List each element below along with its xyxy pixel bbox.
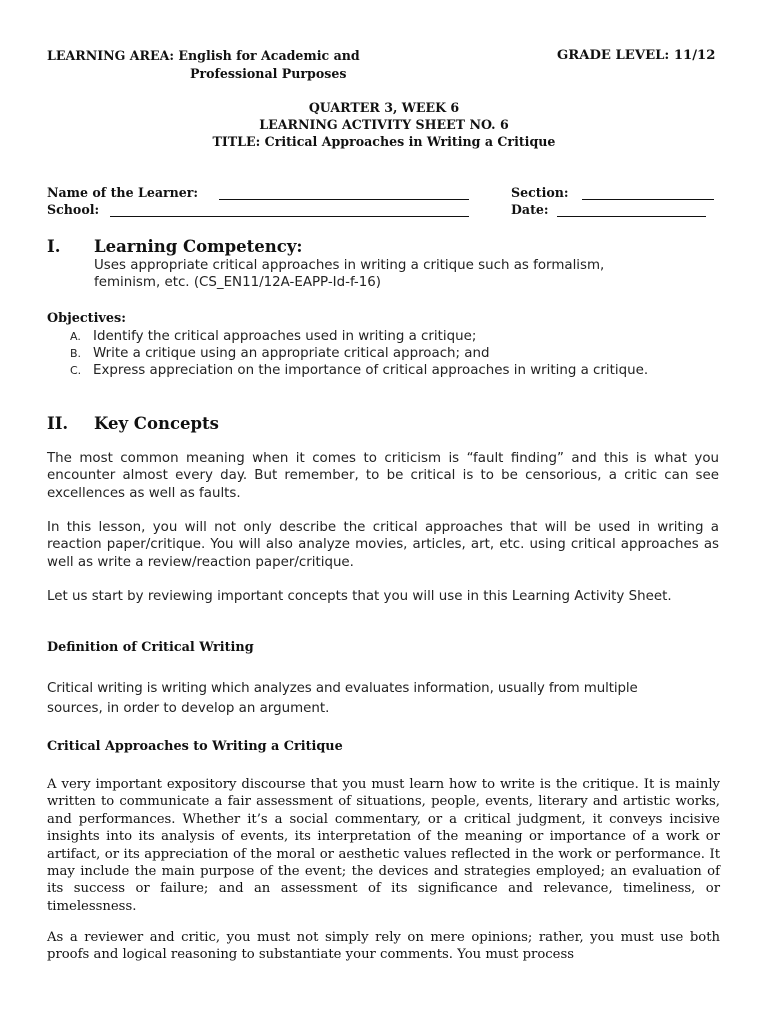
learning-area [47,47,360,65]
learning-area-value: English for Academic and [178,48,360,63]
section-2-number: II. [47,414,69,433]
competency-line-1: Uses appropriate critical approaches in writing a critique such as formalism, [94,258,605,273]
objective-letter: B. [70,347,82,360]
objective-text: Write a critique using an appropriate critical approach; and [93,346,490,361]
section-2-title: Key Concepts [94,414,219,433]
objective-letter: A. [70,330,81,343]
objective-b [70,345,720,362]
key-concepts-paragraph-2: In this lesson, you will not only describe the critical approaches that will be used in writing a reaction paper/critique. You will also analyze movies, articles, art, etc. using critical approaches as well as write a review/reaction paper/critique. [47,520,719,570]
section-1-number: I. [47,237,61,256]
objectives-heading: Objectives: [47,311,126,326]
sheet-title: TITLE: Critical Approaches in Writing a Critique [212,134,556,149]
definition-line-2: sources, in order to develop an argument. [47,701,330,716]
sheet-number: LEARNING ACTIVITY SHEET NO. 6 [259,117,509,132]
key-concepts-paragraph-3: Let us start by reviewing important concepts that you will use in this Learning Activity Sheet. [47,589,672,604]
approaches-paragraph-1: A very important expository discourse that you must learn how to write is the critique. It is mainly written to communicate a fair assessment of situations, people, events, literary and artistic works, and performances. Whether it’s a social commentary, or a critical judgment, it conveys incisive insights into its analysis of events, its interpretation of the meaning or importance of a work or artifact, or its appreciation of the moral or aesthetic values reflected in the work or performance. It may include the main purpose of the event; the devices and strategies employed; an evaluation of its success or failure; and an assessment of its significance and relevance, timeliness, or timelessness. [47,777,720,914]
section-label: Section: [511,185,569,200]
name-field[interactable] [219,199,469,200]
objective-text: Identify the critical approaches used in writing a critique; [93,329,477,344]
name-label: Name of the Learner: [47,185,199,200]
grade-level: GRADE LEVEL: 11/12 [557,48,716,63]
school-label: School: [47,202,100,217]
section-1-title: Learning Competency: [94,237,303,256]
school-field[interactable] [110,216,469,217]
key-concepts-paragraph-1: The most common meaning when it comes to criticism is “fault finding” and this is what you encounter almost every day. But remember, to be critical is to be censorious, a critic can see excellences as well as faults. [47,451,719,501]
objective-c [70,362,720,379]
approaches-paragraph-2: As a reviewer and critic, you must not simply rely on mere opinions; rather, you must use both proofs and logical reasoning to substantiate your comments. You must process [47,930,720,963]
date-field[interactable] [557,216,706,217]
objective-letter: C. [70,364,82,377]
learning-area-value-cont: Professional Purposes [190,66,347,81]
objective-text: Express appreciation on the importance of critical approaches in writing a critique. [93,363,649,378]
objective-a [70,328,720,345]
section-field[interactable] [582,199,714,200]
definition-line-1: Critical writing is writing which analyzes and evaluates information, usually from multiple [47,681,638,696]
date-label: Date: [511,202,549,217]
quarter-week: QUARTER 3, WEEK 6 [308,100,460,115]
approaches-heading: Critical Approaches to Writing a Critique [47,739,343,754]
learning-area-label: LEARNING AREA: [47,48,175,63]
competency-line-2: feminism, etc. (CS_EN11/12A-EAPP-Id-f-16) [94,275,382,290]
definition-heading: Definition of Critical Writing [47,640,254,655]
